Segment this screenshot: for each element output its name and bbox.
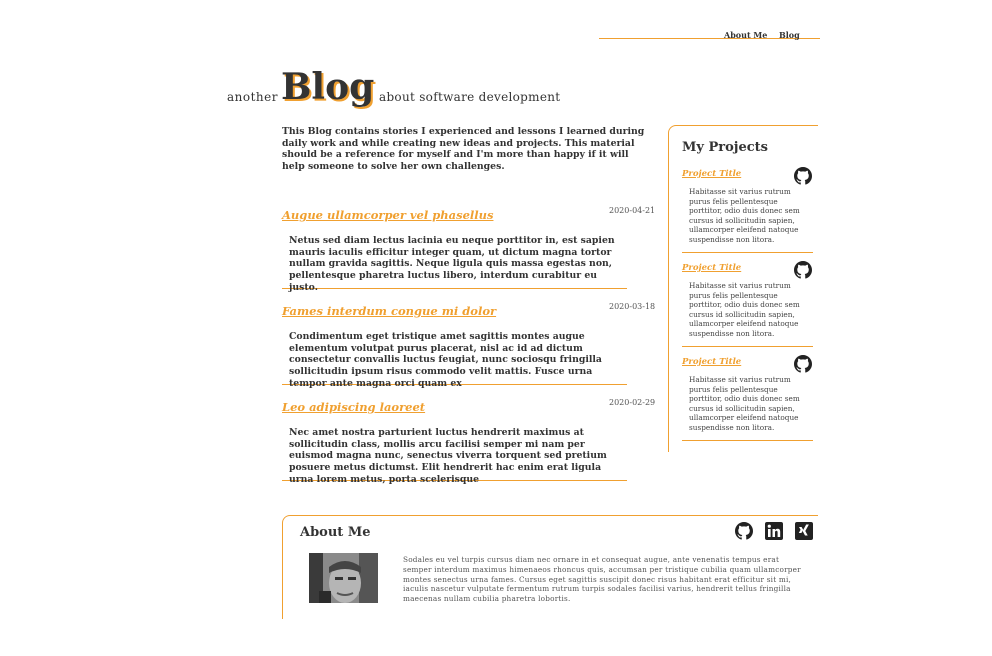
blog-intro: This Blog contains stories I experienced and lessons I learned during daily work and while creating new ideas and projects. This material should be a reference for myself and I'm more than happy if it will help someone to solve her own challenges. [282, 126, 645, 173]
post-date: 2020-03-18 [609, 302, 656, 311]
github-icon[interactable] [794, 261, 812, 279]
post-card [282, 302, 656, 389]
github-icon[interactable] [735, 522, 753, 540]
header-post-text: about software development [379, 90, 561, 104]
site-logo-title[interactable]: Blog [281, 66, 375, 108]
post-card [282, 206, 656, 293]
post-date: 2020-02-29 [609, 398, 656, 407]
xing-icon[interactable] [795, 522, 813, 540]
post-title-link[interactable]: Fames interdum congue mi dolor [282, 304, 497, 318]
post-excerpt: Nec amet nostra parturient luctus hendrerit maximus at sollicitudin class, mollis arcu facilisi semper mi nam per euismod magna nunc, senectus viverra torquent sed pretium posuere metus dictumst. Elit hendrerit hac enim erat ligula urna lorem metus, porta scelerisque [289, 427, 607, 485]
top-nav [599, 28, 820, 39]
project-description: Habitasse sit varius rutrum purus felis pellentesque porttitor, odio duis donec sem cursus id sollicitudin sapien, ullamcorper eleifend natoque suspendisse non litora. [689, 187, 800, 244]
post-title-link[interactable]: Leo adipiscing laoreet [282, 400, 426, 414]
author-photo [309, 553, 378, 603]
post-excerpt: Netus sed diam lectus lacinia eu neque porttitor in, est sapien mauris iaculis efficitur integer quam, ut dictum magna tortor nullam gravida sagittis. Neque ligula quis massa egestas non, pellentesque pharetra luctus libero, interdum curabitur eu justo. [289, 235, 615, 293]
about-me-heading: About Me [300, 525, 371, 540]
about-me-section [282, 515, 818, 619]
nav-about-link[interactable]: About Me [724, 30, 768, 40]
nav-blog-link[interactable]: Blog [779, 30, 800, 40]
projects-sidebar [668, 125, 818, 452]
project-title-link[interactable]: Project Title [682, 263, 742, 273]
project-card [682, 169, 813, 253]
header-pre-text: another [227, 90, 278, 104]
about-me-text: Sodales eu vel turpis cursus diam nec ornare in et consequat augue, ante venenatis tempus erat semper interdum maximus himenaeos rhoncus quis, accumsan per tristique cubilia quam ullamcorper montes senectus urna fames. Cursus eget sagittis suscipit donec risus habitant erat efficitur sit mi, iaculis nascetur vulputate fermentum rutrum turpis sodales facilisi varius, hendrerit tellus fringilla maecenas nullam cubilia pharetra lobortis. [403, 555, 801, 604]
post-excerpt: Condimentum eget tristique amet sagittis montes augue elementum volutpat purus placerat, nisl ac id ad dictum consectetur convallis luctus feugiat, nunc sociosqu fringilla sollicitudin ipsum risus commodo velit mattis. Fusce urna tempor ante magna orci quam ex [289, 331, 602, 389]
github-icon[interactable] [794, 167, 812, 185]
project-description: Habitasse sit varius rutrum purus felis pellentesque porttitor, odio duis donec sem cursus id sollicitudin sapien, ullamcorper eleifend natoque suspendisse non litora. [689, 375, 800, 432]
github-icon[interactable] [794, 355, 812, 373]
project-card [682, 263, 813, 347]
project-title-link[interactable]: Project Title [682, 169, 742, 179]
project-card [682, 357, 813, 441]
project-title-link[interactable]: Project Title [682, 357, 742, 367]
post-date: 2020-04-21 [609, 206, 656, 215]
project-description: Habitasse sit varius rutrum purus felis pellentesque porttitor, odio duis donec sem cursus id sollicitudin sapien, ullamcorper eleifend natoque suspendisse non litora. [689, 281, 800, 338]
post-title-link[interactable]: Augue ullamcorper vel phasellus [282, 208, 494, 222]
post-card [282, 398, 656, 485]
site-header [227, 66, 627, 111]
linkedin-icon[interactable] [765, 522, 783, 540]
projects-heading: My Projects [682, 140, 768, 155]
